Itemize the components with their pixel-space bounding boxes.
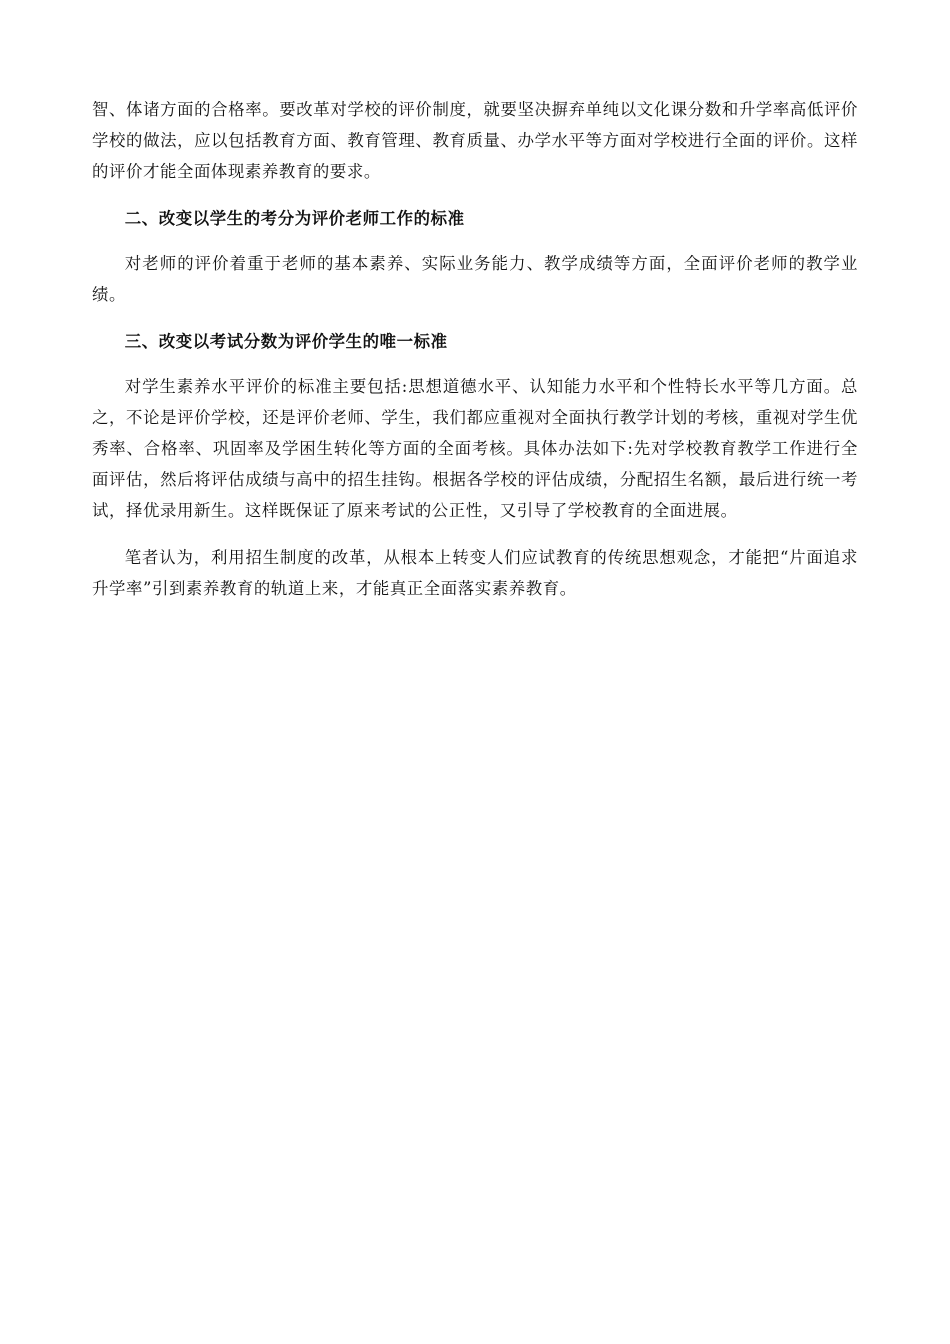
paragraph-conclusion: 笔者认为，利用招生制度的改革，从根本上转变人们应试教育的传统思想观念，才能把“片面追求升学率”引到素养教育的轨道上来，才能真正全面落实素养教育。 [92,548,858,598]
paragraph-teacher-evaluation: 对老师的评价着重于老师的基本素养、实际业务能力、教学成绩等方面，全面评价老师的教学业绩。 [92,254,858,304]
section-heading-2: 二、改变以学生的考分为评价老师工作的标准 [124,209,465,228]
paragraph-continuation: 智、体诸方面的合格率。要改革对学校的评价制度，就要坚决摒弃单纯以文化课分数和升学率高低评价学校的做法，应以包括教育方面、教育管理、教育质量、办学水平等方面对学校进行全面的评价。这样的评价才能全面体现素养教育的要求。 [92,100,858,181]
paragraph-student-evaluation: 对学生素养水平评价的标准主要包括:思想道德水平、认知能力水平和个性特长水平等几方面。总之，不论是评价学校，还是评价老师、学生，我们都应重视对全面执行教学计划的考核，重视对学生优秀率、合格率、巩固率及学困生转化等方面的全面考核。具体办法如下:先对学校教育教学工作进行全面评估，然后将评估成绩与高中的招生挂钩。根据各学校的评估成绩，分配招生名额，最后进行统一考试，择优录用新生。这样既保证了原来考试的公正性，又引导了学校教育的全面进展。 [92,377,858,520]
document-page [92,94,858,604]
section-heading-3: 三、改变以考试分数为评价学生的唯一标准 [124,332,448,351]
